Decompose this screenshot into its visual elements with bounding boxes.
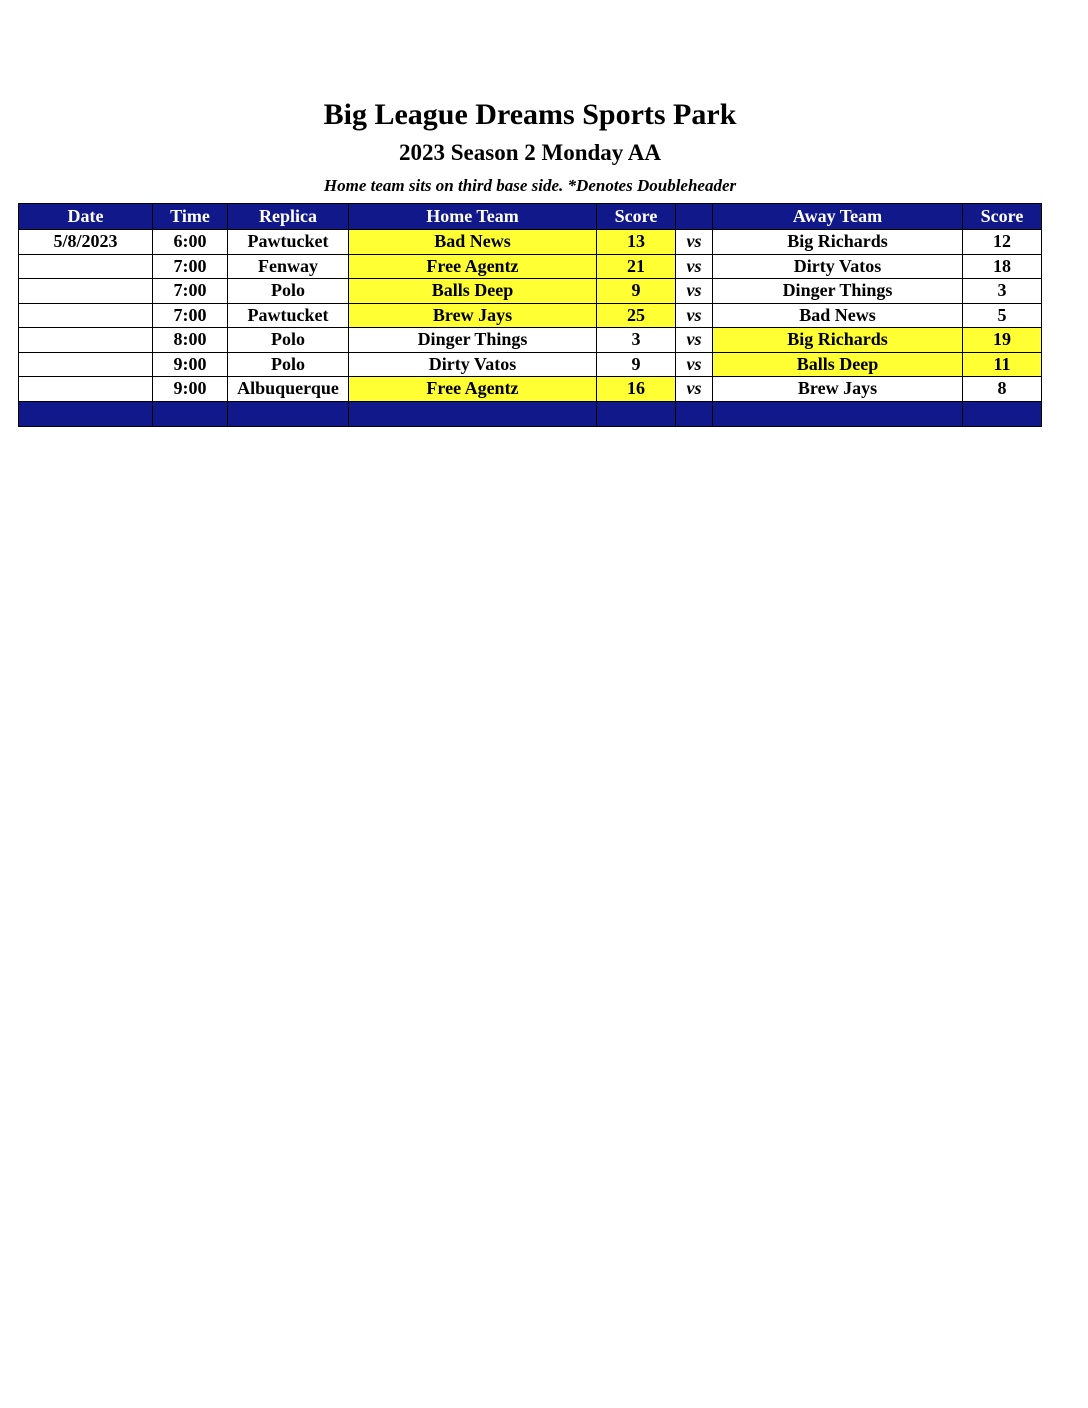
table-row	[19, 279, 1042, 304]
home-score-cell: 13	[597, 230, 676, 255]
column-header-vs	[676, 204, 713, 230]
footer-cell	[228, 401, 349, 426]
table-row	[19, 352, 1042, 377]
column-header-replica: Replica	[228, 204, 349, 230]
footer-cell	[153, 401, 228, 426]
away-score-cell: 18	[963, 254, 1042, 279]
date-cell	[19, 352, 153, 377]
column-header-away-team: Away Team	[713, 204, 963, 230]
home-score-cell: 3	[597, 328, 676, 353]
vs-cell: vs	[676, 303, 713, 328]
date-cell	[19, 377, 153, 402]
column-header-home-score: Score	[597, 204, 676, 230]
home-team-cell: Free Agentz	[349, 254, 597, 279]
page-title: Big League Dreams Sports Park	[323, 98, 737, 131]
time-cell: 6:00	[153, 230, 228, 255]
footer-cell	[713, 401, 963, 426]
replica-cell: Pawtucket	[228, 230, 349, 255]
date-cell	[19, 328, 153, 353]
home-score-cell: 9	[597, 352, 676, 377]
away-score-cell: 11	[963, 352, 1042, 377]
footer-cell	[19, 401, 153, 426]
table-row	[19, 377, 1042, 402]
page-subtitle: 2023 Season 2 Monday AA	[399, 140, 661, 165]
home-team-cell: Balls Deep	[349, 279, 597, 304]
vs-cell: vs	[676, 254, 713, 279]
vs-cell: vs	[676, 377, 713, 402]
away-team-cell: Big Richards	[713, 328, 963, 353]
date-cell	[19, 279, 153, 304]
time-cell: 7:00	[153, 279, 228, 304]
time-cell: 9:00	[153, 352, 228, 377]
replica-cell: Albuquerque	[228, 377, 349, 402]
table-row	[19, 254, 1042, 279]
home-team-cell: Free Agentz	[349, 377, 597, 402]
vs-cell: vs	[676, 328, 713, 353]
date-cell	[19, 303, 153, 328]
schedule-body	[19, 230, 1042, 402]
home-score-cell: 21	[597, 254, 676, 279]
table-row	[19, 230, 1042, 255]
date-cell: 5/8/2023	[19, 230, 153, 255]
vs-cell: vs	[676, 279, 713, 304]
away-team-cell: Dinger Things	[713, 279, 963, 304]
table-footer-row	[19, 401, 1042, 426]
time-cell: 9:00	[153, 377, 228, 402]
column-header-date: Date	[19, 204, 153, 230]
away-score-cell: 5	[963, 303, 1042, 328]
replica-cell: Pawtucket	[228, 303, 349, 328]
replica-cell: Polo	[228, 352, 349, 377]
time-cell: 7:00	[153, 303, 228, 328]
away-score-cell: 8	[963, 377, 1042, 402]
away-team-cell: Balls Deep	[713, 352, 963, 377]
table-header-row	[19, 204, 1042, 230]
away-score-cell: 19	[963, 328, 1042, 353]
away-team-cell: Brew Jays	[713, 377, 963, 402]
away-team-cell: Big Richards	[713, 230, 963, 255]
away-team-cell: Bad News	[713, 303, 963, 328]
home-team-cell: Dinger Things	[349, 328, 597, 353]
home-team-cell: Dirty Vatos	[349, 352, 597, 377]
table-row	[19, 303, 1042, 328]
schedule-table	[18, 203, 1042, 427]
footer-cell	[963, 401, 1042, 426]
date-cell	[19, 254, 153, 279]
vs-cell: vs	[676, 352, 713, 377]
column-header-time: Time	[153, 204, 228, 230]
replica-cell: Polo	[228, 328, 349, 353]
home-team-cell: Brew Jays	[349, 303, 597, 328]
home-score-cell: 25	[597, 303, 676, 328]
away-score-cell: 12	[963, 230, 1042, 255]
vs-cell: vs	[676, 230, 713, 255]
home-score-cell: 9	[597, 279, 676, 304]
footer-cell	[597, 401, 676, 426]
footer-cell	[676, 401, 713, 426]
column-header-away-score: Score	[963, 204, 1042, 230]
time-cell: 8:00	[153, 328, 228, 353]
away-score-cell: 3	[963, 279, 1042, 304]
home-score-cell: 16	[597, 377, 676, 402]
replica-cell: Fenway	[228, 254, 349, 279]
away-team-cell: Dirty Vatos	[713, 254, 963, 279]
column-header-home-team: Home Team	[349, 204, 597, 230]
schedule-note: Home team sits on third base side. *Denotes Doubleheader	[323, 176, 737, 195]
home-team-cell: Bad News	[349, 230, 597, 255]
table-row	[19, 328, 1042, 353]
footer-cell	[349, 401, 597, 426]
time-cell: 7:00	[153, 254, 228, 279]
replica-cell: Polo	[228, 279, 349, 304]
